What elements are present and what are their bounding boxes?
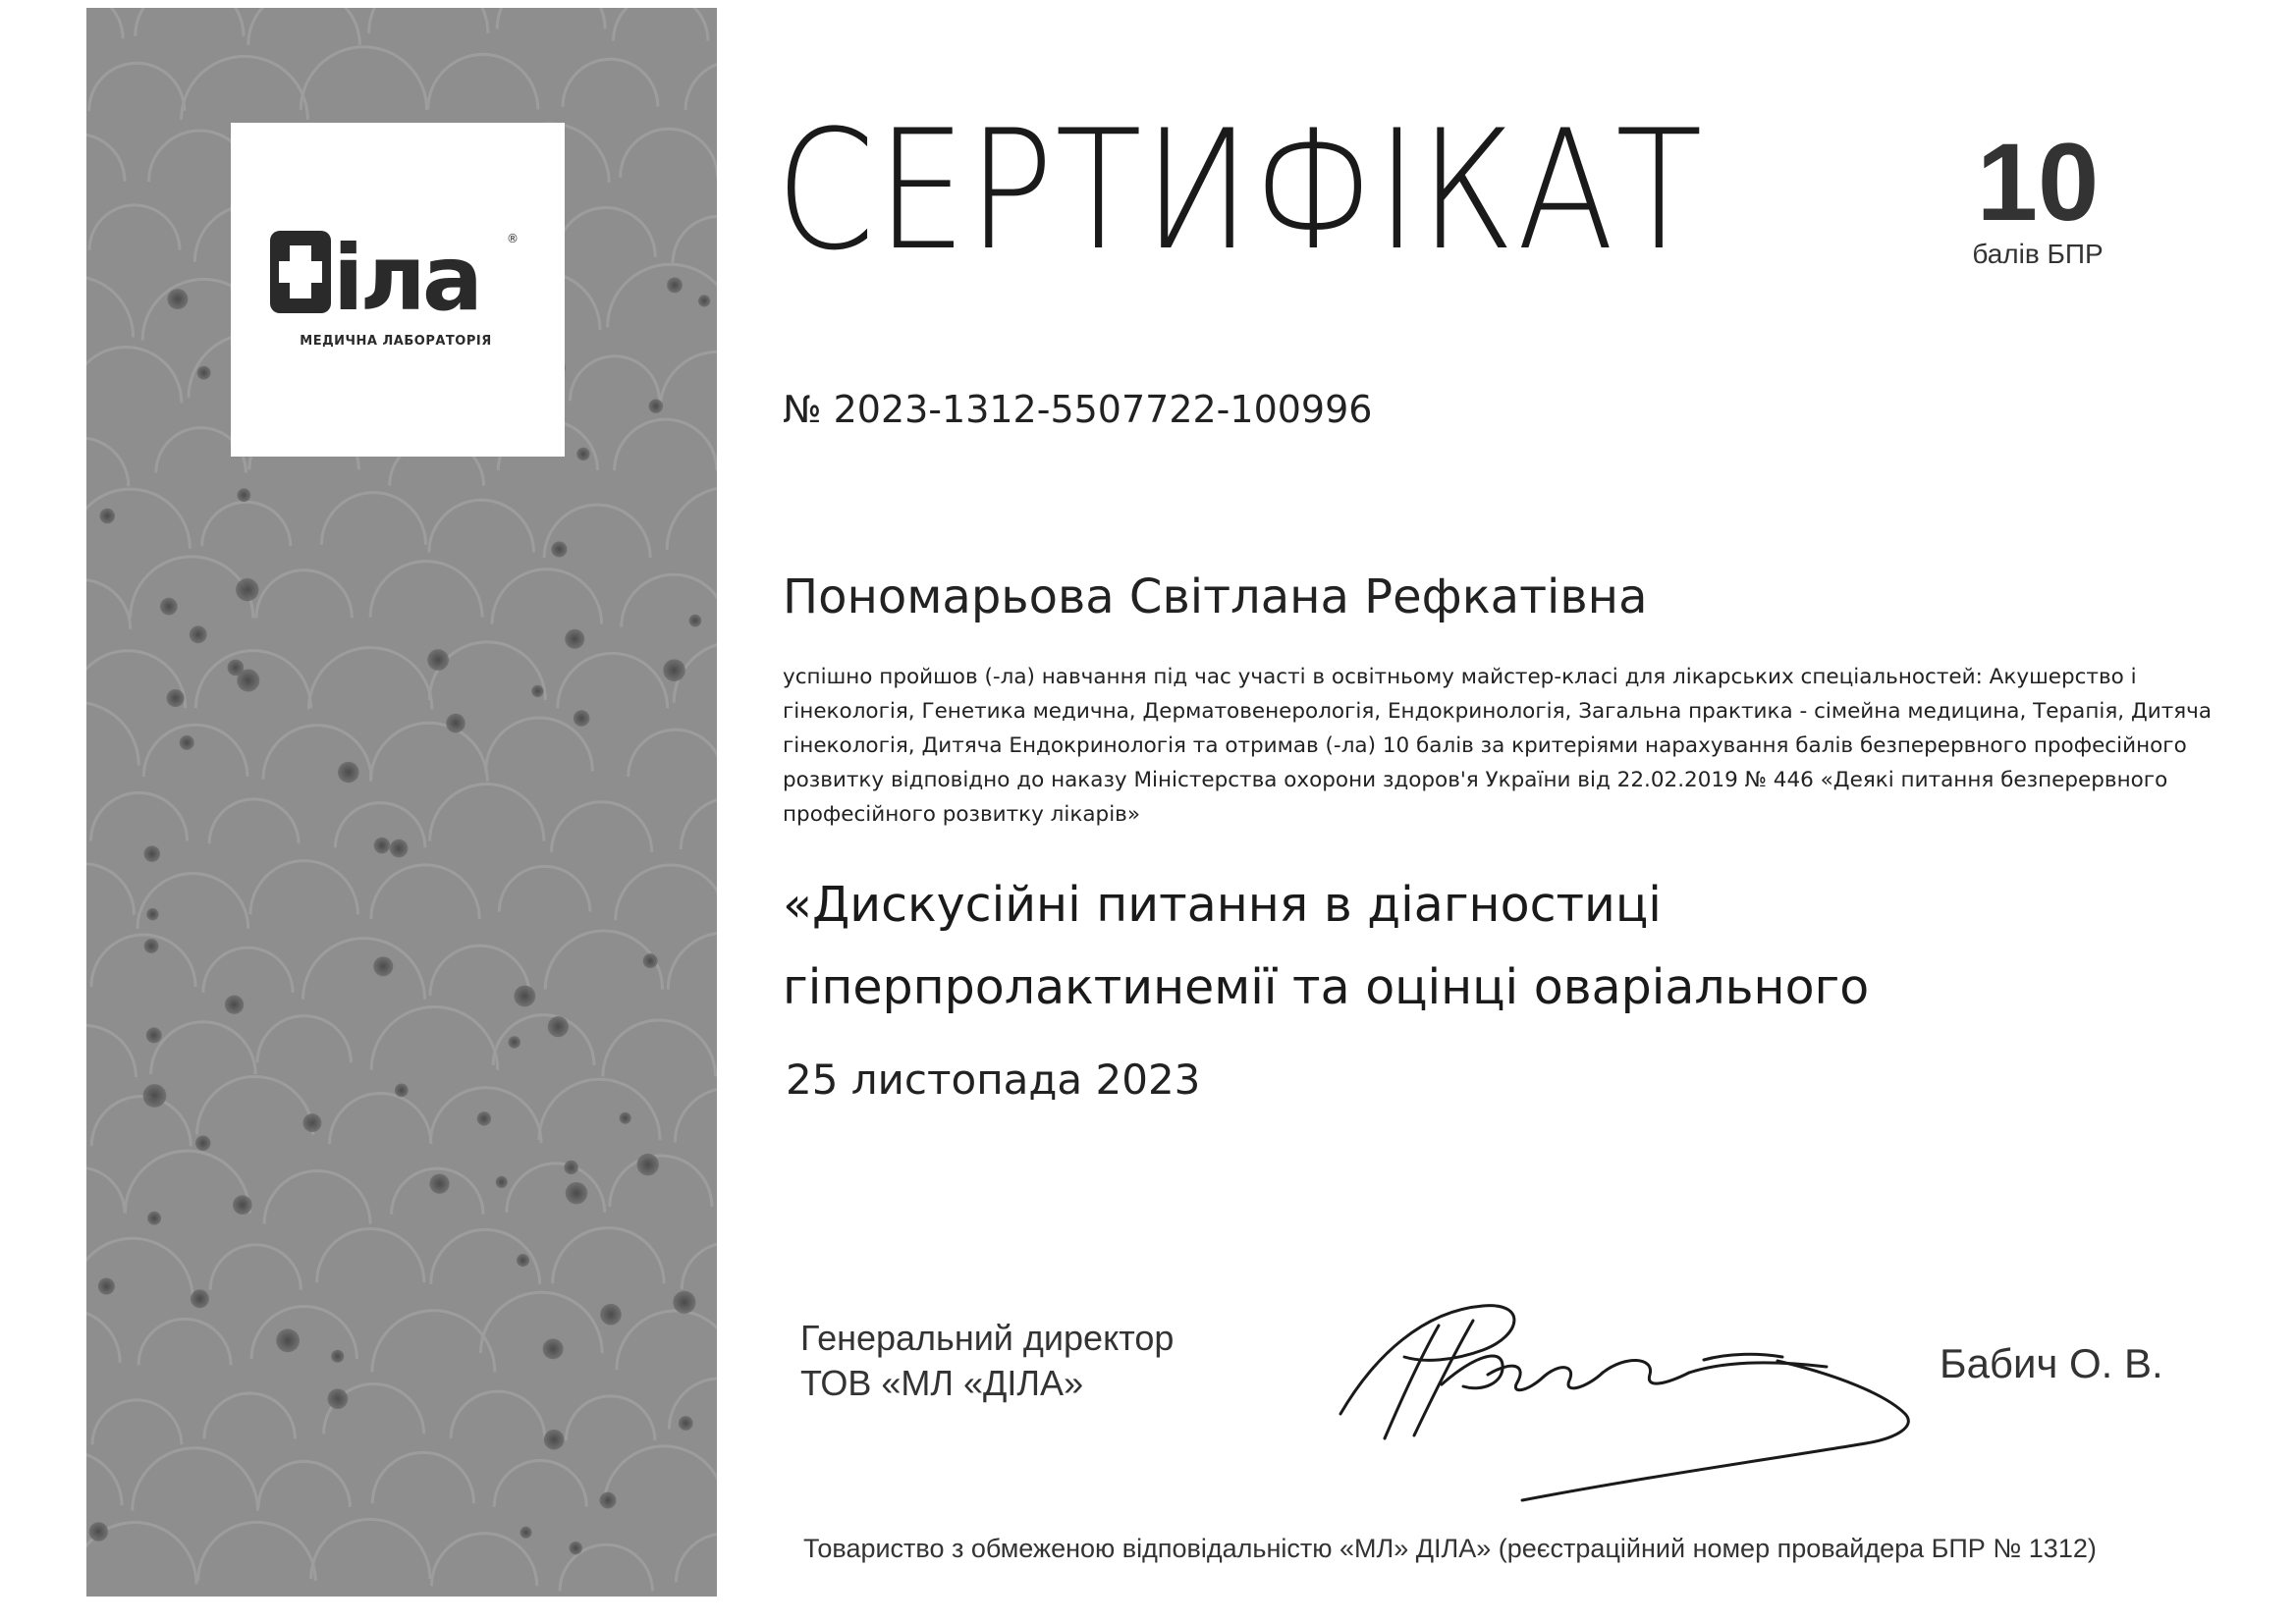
signatory-position-line2: ТОВ «МЛ «ДІЛА» <box>800 1363 1084 1403</box>
logo-subtitle: МЕДИЧНА ЛАБОРАТОРІЯ <box>300 334 492 349</box>
points-label: балів БПР <box>1972 239 2104 269</box>
event-date: 25 листопада 2023 <box>786 1056 1201 1104</box>
certificate-body-text: успішно пройшов (-ла) навчання під час участі в освітньому майстер-класі для лікарських спеціальностей: Акушерство і гінекологія, Генетика медична, Дерматовенерологія, Ендокринологія, Загальна практика - сімейна медицина, Терапія, Дитяча гінекологія, Дитяча Ендокринологія та отримав (-ла) 10 балів за критеріями нарахування балів безперервного професійного розвитку відповідно до наказу Міністерства охорони здоров'я України від 22.02.2019 № 446 «Деякі питання безперервного професійного розвитку лікарів» <box>783 665 2213 827</box>
company-logo <box>231 123 565 457</box>
points-badge <box>1954 121 2121 271</box>
points-value: 10 <box>1976 121 2100 244</box>
signatory-position-line1: Генеральний директор <box>800 1318 1175 1358</box>
dila-logo-icon <box>231 123 565 457</box>
certificate-title: СЕРТИФІКАТ <box>776 94 1705 287</box>
logo-registered-mark: ® <box>507 232 519 245</box>
handwritten-signature <box>1316 1267 1944 1512</box>
logo-brand-text: іла <box>333 226 479 331</box>
certificate-number: № 2023-1312-5507722-100996 <box>783 388 1373 431</box>
signatory-name: Бабич О. В. <box>1940 1340 2163 1386</box>
recipient-name: Пономарьова Світлана Рефкатівна <box>783 569 1648 624</box>
signatory-position <box>800 1316 1174 1406</box>
course-title: «Дискусійні питання в діагностиці гіперпролактинемії та оцінці оваріального <box>783 877 1870 1015</box>
footer-provider-note: Товариство з обмеженою відповідальністю «МЛ» ДІЛА» (реєстраційний номер провайдера БПР № 1312) <box>803 1534 2097 1563</box>
